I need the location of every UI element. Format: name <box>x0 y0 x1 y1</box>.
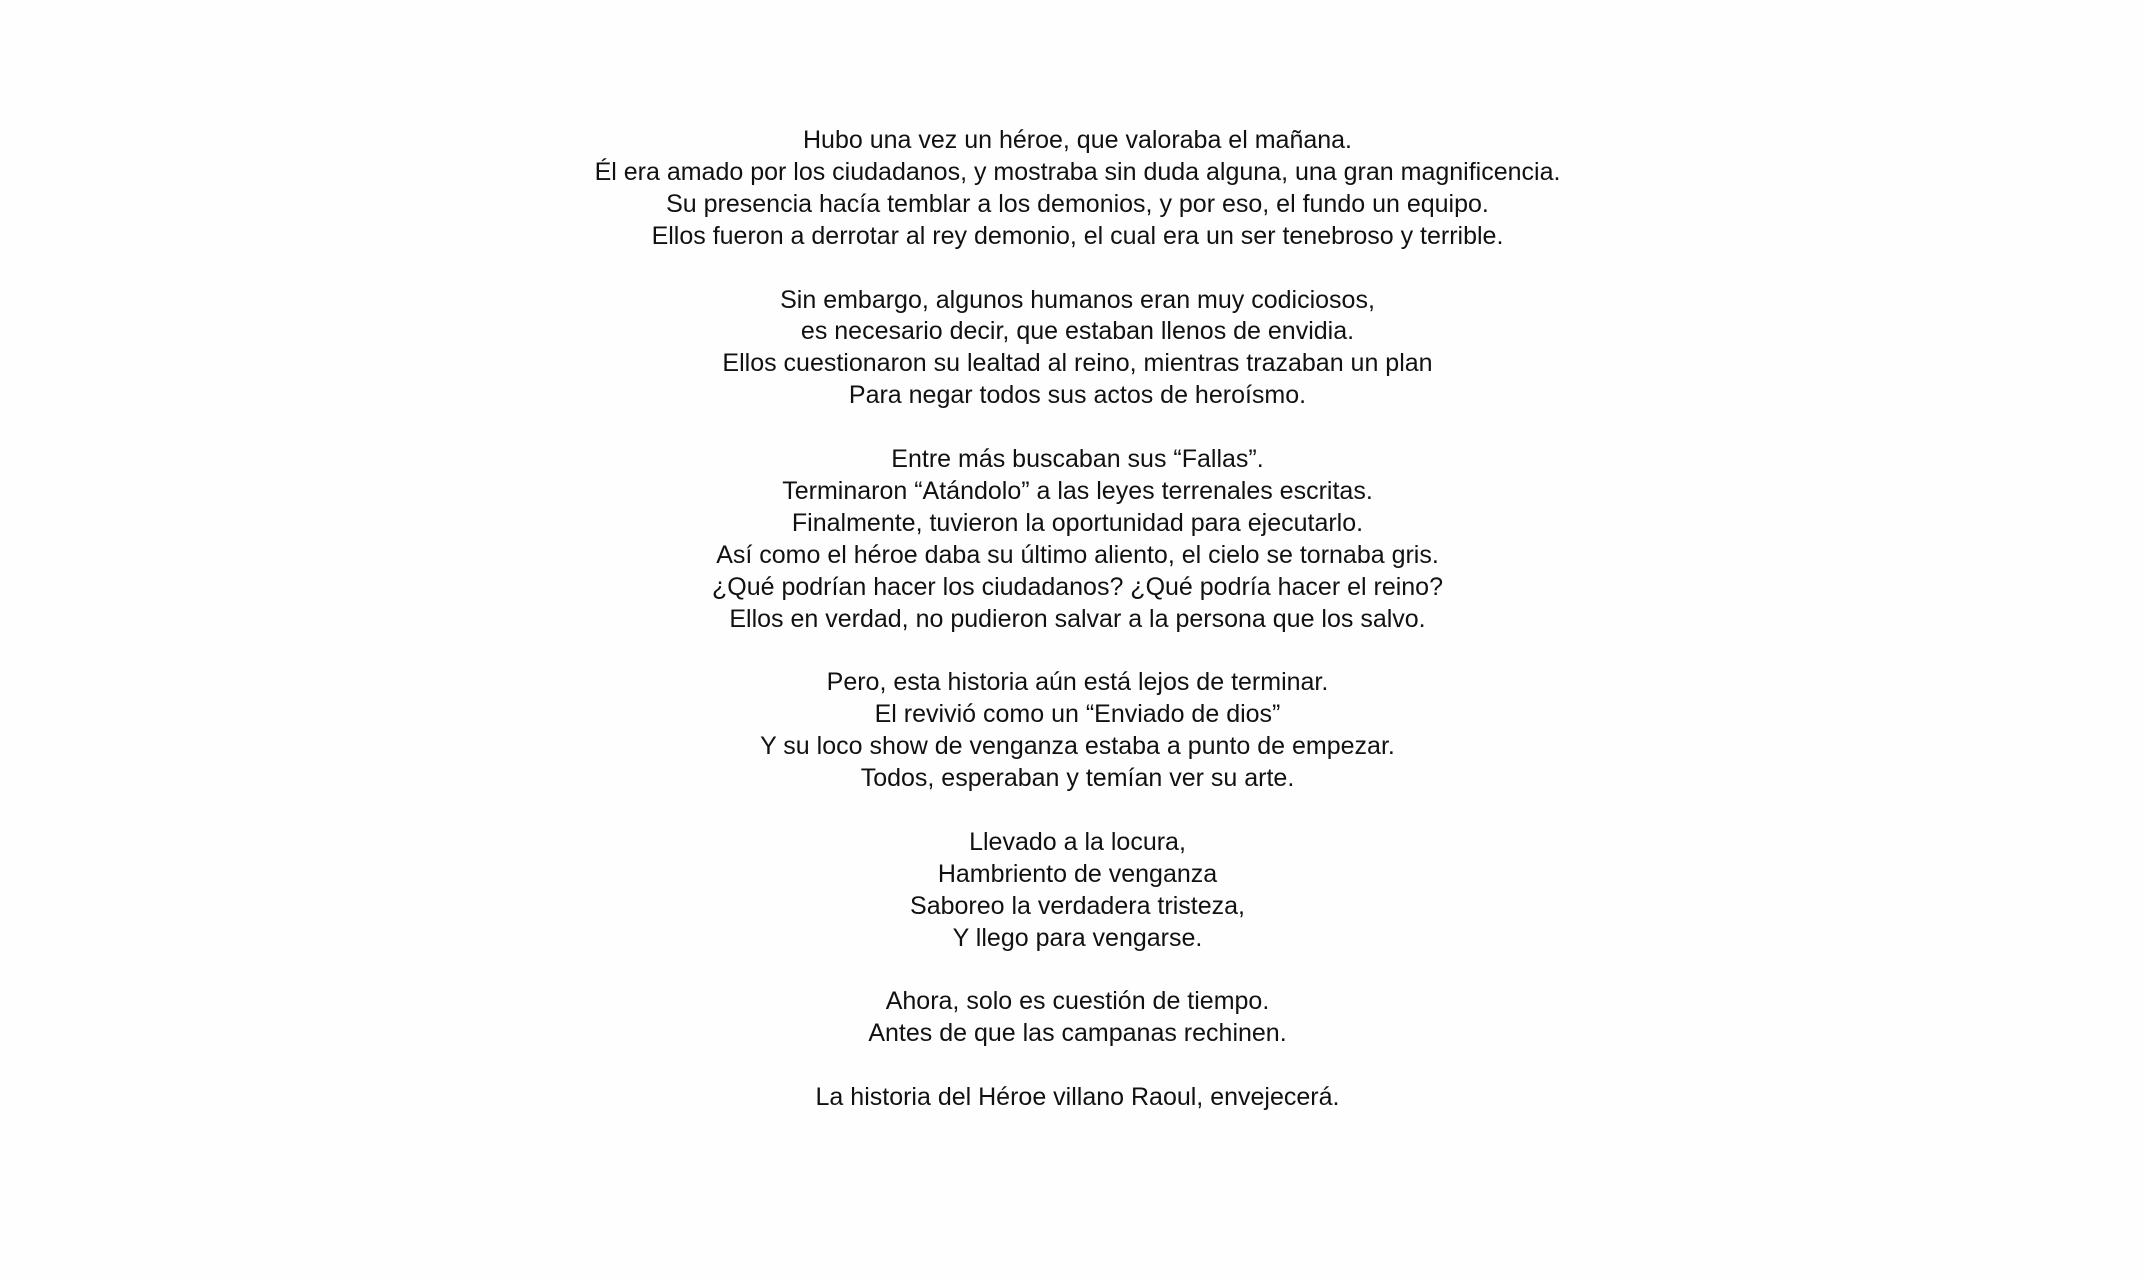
poem-line: Ellos en verdad, no pudieron salvar a la persona que los salvo. <box>729 604 1426 633</box>
poem-line: Y llego para vengarse. <box>952 923 1203 952</box>
poem-line: Entre más buscaban sus “Fallas”. <box>891 445 1264 474</box>
poem-line: Ellos fueron a derrotar al rey demonio, el cual era un ser tenebroso y terrible. <box>651 221 1504 250</box>
poem-line: Finalmente, tuvieron la oportunidad para ejecutarlo. <box>791 508 1364 537</box>
stanza <box>0 125 2145 253</box>
stanza <box>0 285 2145 413</box>
poem-line: Y su loco show de venganza estaba a punto de empezar. <box>760 732 1395 761</box>
poem-line: Su presencia hacía temblar a los demonios, y por eso, el fundo un equipo. <box>666 189 1489 218</box>
poem-line: Así como el héroe daba su último aliento, el cielo se tornaba gris. <box>716 540 1439 569</box>
poem-line: Hubo una vez un héroe, que valoraba el mañana. <box>803 126 1352 154</box>
poem-line: Sin embargo, algunos humanos eran muy codiciosos, <box>780 285 1375 314</box>
poem-line: Ahora, solo es cuestión de tiempo. <box>885 987 1270 1016</box>
poem-line: El revivió como un “Enviado de dios” <box>874 700 1281 729</box>
stanza <box>0 827 2145 955</box>
poem-line: Hambriento de venganza <box>937 859 1218 888</box>
poem-line: Ellos cuestionaron su lealtad al reino, mientras trazaban un plan <box>722 349 1433 378</box>
poem-line: ¿Qué podrían hacer los ciudadanos? ¿Qué podría hacer el reino? <box>711 572 1443 601</box>
poem-line: es necesario decir, que estaban llenos de envidia. <box>800 317 1355 346</box>
poem-line: Antes de que las campanas rechinen. <box>868 1019 1287 1048</box>
stanza <box>0 1082 2145 1114</box>
poem-line: La historia del Héroe villano Raoul, envejecerá. <box>815 1083 1340 1112</box>
poem-line: Terminaron “Atándolo” a las leyes terrenales escritas. <box>782 476 1373 505</box>
stanza <box>0 444 2145 635</box>
poem-line: Para negar todos sus actos de heroísmo. <box>848 381 1307 410</box>
poem-line: Llevado a la locura, <box>969 827 1186 856</box>
poem-text <box>0 125 2145 1146</box>
stanza <box>0 986 2145 1050</box>
poem-line: Todos, esperaban y temían ver su arte. <box>860 764 1295 793</box>
stanza <box>0 667 2145 795</box>
poem-line: Saboreo la verdadera tristeza, <box>910 891 1245 920</box>
poem-line: Él era amado por los ciudadanos, y mostraba sin duda alguna, una gran magnificencia. <box>594 157 1561 186</box>
poem-line: Pero, esta historia aún está lejos de terminar. <box>826 668 1329 697</box>
